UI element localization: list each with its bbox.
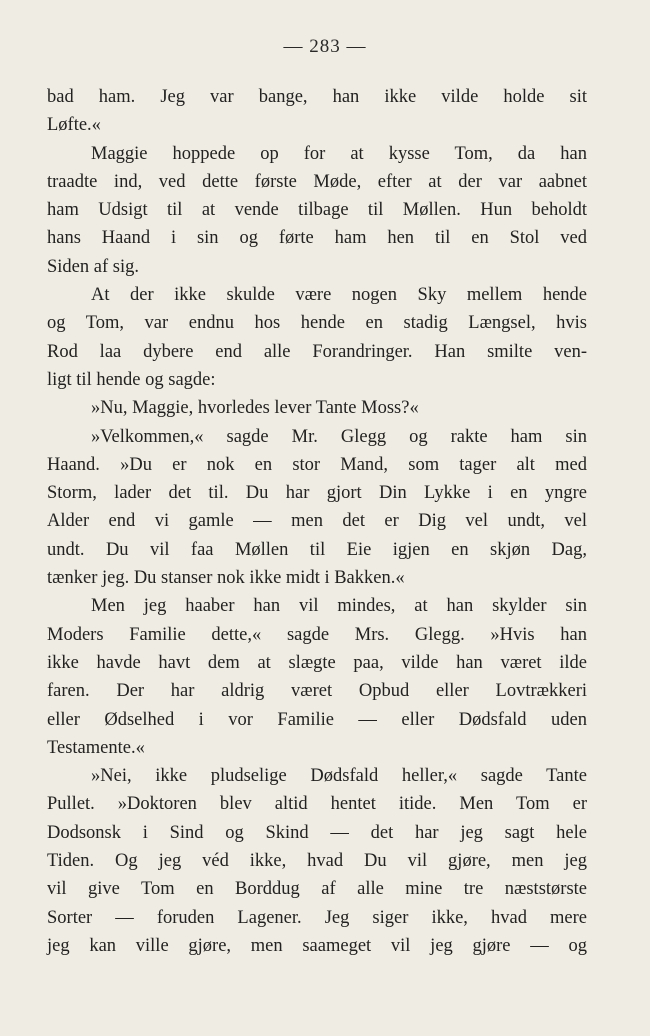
text-line: hans Haand i sin og førte ham hen til en Stol ved: [47, 228, 587, 249]
text-line: »Nu, Maggie, hvorledes lever Tante Moss?«: [91, 398, 419, 419]
text-line: Testamente.«: [47, 737, 145, 758]
text-line: Storm, lader det til. Du har gjort Din Lykke i en yngre: [47, 483, 587, 504]
body-text: [47, 83, 587, 960]
text-line: Moders Familie dette,« sagde Mrs. Glegg. »Hvis han: [47, 624, 587, 645]
text-line: At der ikke skulde være nogen Sky mellem hende: [91, 285, 587, 306]
text-line: eller Ødselhed i vor Familie — eller Dødsfald uden: [47, 709, 587, 730]
text-line: og Tom, var endnu hos hende en stadig Længsel, hvis: [47, 313, 587, 334]
text-line: Sorter — foruden Lagener. Jeg siger ikke, hvad mere: [47, 907, 587, 928]
text-line: Rod laa dybere end alle Forandringer. Han smilte ven-: [47, 341, 587, 362]
text-line: vil give Tom en Borddug af alle mine tre næststørste: [47, 879, 587, 900]
text-line: Alder end vi gamle — men det er Dig vel undt, vel: [47, 511, 587, 532]
text-line: Dodsonsk i Sind og Skind — det har jeg sagt hele: [47, 822, 587, 843]
text-line: ligt til hende og sagde:: [47, 369, 216, 390]
text-line: Pullet. »Doktoren blev altid hentet itide. Men Tom er: [47, 794, 587, 815]
text-line: »Velkommen,« sagde Mr. Glegg og rakte ham sin: [91, 426, 587, 447]
text-line: undt. Du vil faa Møllen til Eie igjen en skjøn Dag,: [47, 539, 587, 560]
page-number: — 283 —: [283, 36, 367, 57]
text-line: ikke havde havt dem at slægte paa, vilde han været ilde: [47, 652, 587, 673]
text-line: »Nei, ikke pludselige Dødsfald heller,« sagde Tante: [91, 766, 587, 787]
text-line: Maggie hoppede op for at kysse Tom, da han: [91, 143, 587, 164]
text-line: faren. Der har aldrig været Opbud eller Lovtrækkeri: [47, 681, 587, 702]
text-line: tænker jeg. Du stanser nok ikke midt i Bakken.«: [47, 568, 405, 589]
text-line: Løfte.«: [47, 115, 101, 136]
text-line: Siden af sig.: [47, 256, 139, 277]
text-line: bad ham. Jeg var bange, han ikke vilde holde sit: [47, 87, 587, 107]
text-line: Haand. »Du er nok en stor Mand, som tager alt med: [47, 454, 587, 475]
text-line: Men jeg haaber han vil mindes, at han skylder sin: [91, 596, 587, 617]
text-line: traadte ind, ved dette første Møde, efter at der var aabnet: [47, 171, 587, 192]
text-line: Tiden. Og jeg véd ikke, hvad Du vil gjøre, men jeg: [47, 851, 587, 872]
text-line: jeg kan ville gjøre, men saameget vil jeg gjøre — og: [47, 935, 587, 956]
text-line: ham Udsigt til at vende tilbage til Møllen. Hun beholdt: [47, 200, 587, 221]
